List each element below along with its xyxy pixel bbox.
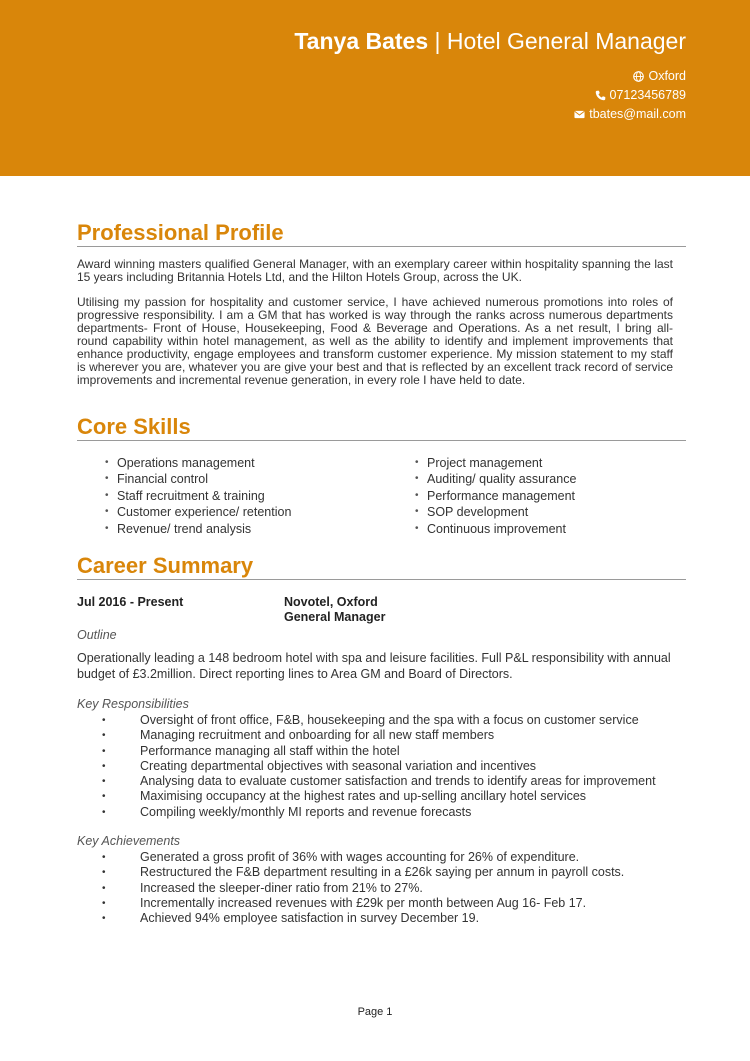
job-title: General Manager bbox=[284, 610, 386, 624]
skills-heading: Core Skills bbox=[77, 414, 686, 441]
responsibilities-list bbox=[100, 713, 656, 820]
globe-icon bbox=[633, 71, 644, 82]
profile-paragraph-1: Award winning masters qualified General Manager, with an exemplary career within hospitality spanning the last 15 years including Britannia Hotels Ltd, and the Hilton Hotels Group, across the UK. bbox=[77, 257, 673, 284]
contact-phone bbox=[595, 88, 686, 102]
list-item: • Maximising occupancy at the highest rates and up-selling ancillary hotel services bbox=[102, 789, 587, 804]
list-item: • Oversight of front office, F&B, housekeeping and the spa with a focus on customer service bbox=[102, 713, 639, 727]
list-item: • SOP development bbox=[415, 505, 529, 520]
header-banner bbox=[0, 0, 750, 176]
list-item: • Customer experience/ retention bbox=[105, 505, 292, 520]
career-heading: Career Summary bbox=[77, 553, 686, 580]
list-item: • Generated a gross profit of 36% with wages accounting for 26% of expenditure. bbox=[102, 850, 580, 864]
phone-icon bbox=[595, 90, 606, 101]
job-dates: Jul 2016 - Present bbox=[77, 595, 184, 609]
responsibilities-label: Key Responsibilities bbox=[77, 697, 189, 711]
list-item: • Incrementally increased revenues with £29k per month between Aug 16- Feb 17. bbox=[102, 895, 587, 910]
contact-email bbox=[574, 107, 686, 121]
phone-text: 07123456789 bbox=[609, 88, 686, 102]
list-item: • Increased the sleeper-diner ratio from 21% to 27%. bbox=[102, 880, 423, 895]
page-number: Page 1 bbox=[357, 1006, 393, 1018]
skills-right-list bbox=[415, 455, 576, 537]
outline-text: Operationally leading a 148 bedroom hotel with spa and leisure facilities. Full P&L responsibility with annual budget of £3.2million. Direct reporting lines to Area GM and Board of Directors. bbox=[77, 651, 671, 681]
list-item: • Analysing data to evaluate customer satisfaction and trends to identify areas for improvement bbox=[102, 774, 656, 789]
list-item: • Continuous improvement bbox=[415, 521, 566, 536]
list-item: • Restructured the F&B department resulting in a £26k saying per annum in payroll costs. bbox=[102, 865, 625, 880]
list-item: • Performance management bbox=[415, 488, 575, 503]
profile-heading: Professional Profile bbox=[77, 220, 686, 247]
list-item: • Creating departmental objectives with seasonal variation and incentives bbox=[102, 758, 537, 773]
name-heading bbox=[294, 28, 686, 55]
list-item: • Managing recruitment and onboarding for all new staff members bbox=[102, 728, 495, 743]
list-item: • Auditing/ quality assurance bbox=[415, 472, 577, 487]
name-separator: | bbox=[428, 28, 447, 54]
job-role: Hotel General Manager bbox=[446, 28, 686, 54]
outline-label: Outline bbox=[77, 628, 117, 642]
list-item: • Operations management bbox=[105, 456, 255, 470]
achievements-list bbox=[100, 850, 624, 926]
list-item: • Achieved 94% employee satisfaction in survey December 19. bbox=[102, 911, 480, 926]
location-text: Oxford bbox=[648, 69, 686, 83]
list-item: • Performance managing all staff within the hotel bbox=[102, 743, 400, 758]
job-employer: Novotel, Oxford bbox=[284, 595, 378, 609]
email-text: tbates@mail.com bbox=[589, 107, 686, 121]
candidate-name: Tanya Bates bbox=[294, 28, 429, 54]
profile-paragraph-2: Utilising my passion for hospitality and customer service, I have achieved numerous promotions into roles of progressive responsibility. I am a GM that has worked is way through the ranks across numerous departments departments- Front of House, Housekeeping, Food & Beverage and Operations. As a net result, I bring all- round capability within hotel management, as well as the ability to identify and implement improvements that enhance productivity, engage employees and transform customer experience. My mission statement to my staff is wherever you are, whatever you are give your best and that is reflected by an excellent track record of service improvements and incremental revenue generation, in every role I have held to date. bbox=[77, 295, 673, 387]
achievements-label: Key Achievements bbox=[77, 834, 181, 848]
list-item: • Compiling weekly/monthly MI reports and revenue forecasts bbox=[102, 804, 472, 819]
list-item: • Revenue/ trend analysis bbox=[105, 521, 252, 536]
contact-location bbox=[633, 69, 686, 83]
envelope-icon bbox=[574, 109, 585, 120]
list-item: • Financial control bbox=[105, 472, 209, 487]
list-item: • Staff recruitment & training bbox=[105, 488, 265, 503]
skills-left-list bbox=[105, 455, 291, 537]
list-item: • Project management bbox=[415, 456, 543, 470]
